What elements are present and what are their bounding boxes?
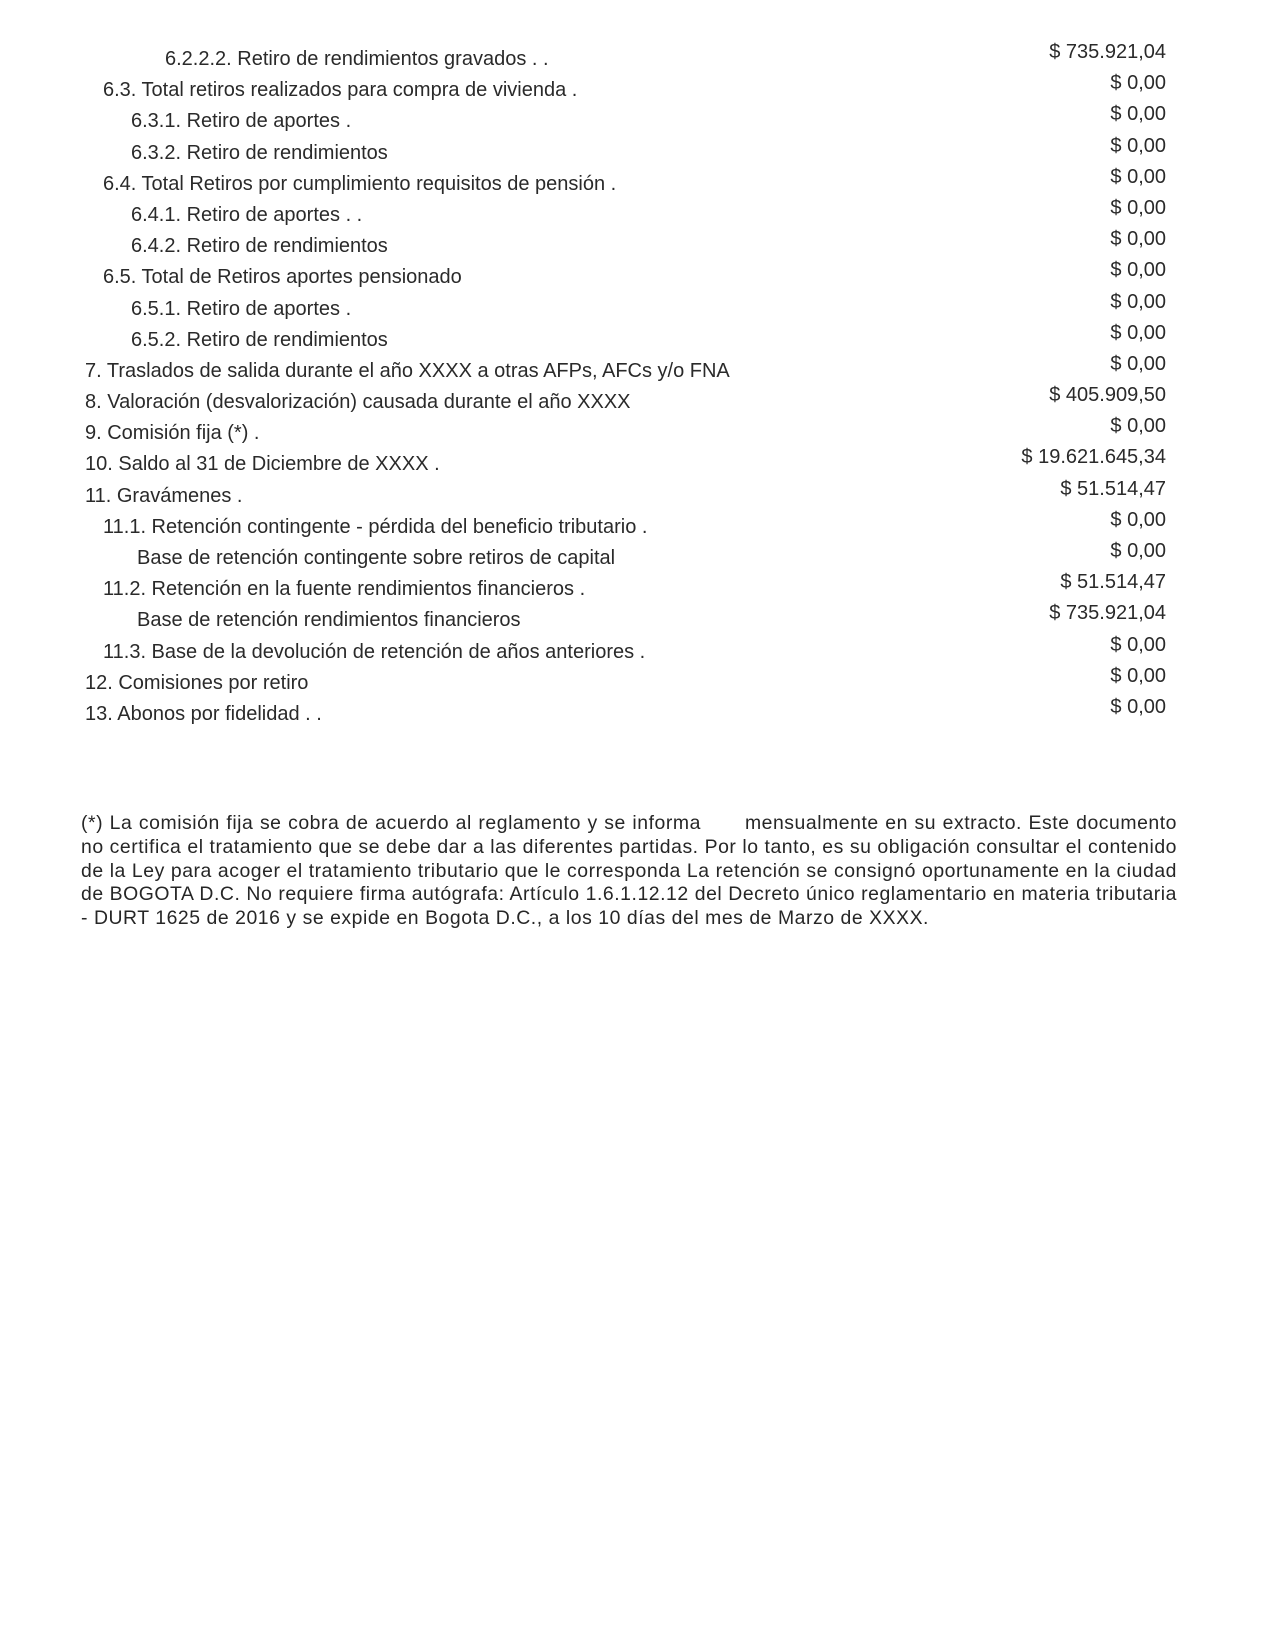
- row-value: $ 51.514,47: [1060, 477, 1166, 500]
- row-value: $ 0,00: [1110, 196, 1166, 219]
- row-value: $ 0,00: [1110, 134, 1166, 157]
- row-6-4: [0, 165, 1275, 196]
- row-value: $ 0,00: [1110, 695, 1166, 718]
- row-11-2-base: [0, 601, 1275, 632]
- row-value: $ 0,00: [1110, 321, 1166, 344]
- row-label: Base de retención rendimientos financieros: [137, 609, 521, 632]
- row-value: $ 0,00: [1110, 290, 1166, 313]
- row-label: 6.3.1. Retiro de aportes .: [131, 110, 352, 133]
- row-6-2-2-2: [0, 40, 1275, 71]
- row-11-1: [0, 508, 1275, 539]
- row-value: $ 0,00: [1110, 259, 1166, 282]
- footnote-text-start: (*) La comisión fija se cobra de acuerdo al reglamento y se informa: [81, 812, 701, 835]
- row-11-1-base: [0, 539, 1275, 570]
- row-8: [0, 383, 1275, 414]
- row-6-3-1: [0, 102, 1275, 133]
- row-6-4-2: [0, 227, 1275, 258]
- row-label: Base de retención contingente sobre retiros de capital: [137, 547, 616, 569]
- row-label: 6.2.2.2. Retiro de rendimientos gravados . .: [165, 48, 549, 70]
- row-value: $ 735.921,04: [1049, 41, 1166, 63]
- row-value: $ 405.909,50: [1049, 384, 1166, 407]
- footnote-text-rest: mensualmente en su extracto. Este documento no certifica el tratamiento que se debe dar a las diferentes partidas. Por lo tanto, es su obligación consultar el contenido de la Ley para acoger el tratamiento tributario que le corresponda La retención se consignó oportunamente en la ciudad de BOGOTA D.C. No requiere firma autógrafa: Artículo 1.6.1.12.12 del Decreto único reglamentario en materia tributaria - DURT 1625 de 2016 y se expide en Bogota D.C., a los 10 días del mes de Marzo de XXXX.: [81, 812, 1178, 929]
- row-value: $ 0,00: [1110, 415, 1166, 438]
- row-value: $ 0,00: [1110, 508, 1166, 531]
- row-value: $ 51.514,47: [1060, 571, 1166, 594]
- row-value: $ 0,00: [1110, 540, 1166, 562]
- row-label: 11.3. Base de la devolución de retención de años anteriores .: [103, 640, 646, 663]
- row-label: 12. Comisiones por retiro: [85, 671, 309, 694]
- row-value: $ 0,00: [1110, 664, 1166, 687]
- row-label: 11.1. Retención contingente - pérdida del beneficio tributario .: [103, 515, 648, 538]
- row-label: 6.4.2. Retiro de rendimientos: [131, 235, 388, 258]
- row-label: 6.4.1. Retiro de aportes . .: [131, 203, 363, 226]
- row-value: $ 0,00: [1110, 633, 1166, 656]
- row-label: 10. Saldo al 31 de Diciembre de XXXX .: [85, 453, 440, 476]
- row-6-4-1: [0, 196, 1275, 227]
- row-6-3-2: [0, 134, 1275, 165]
- row-label: 11.2. Retención en la fuente rendimientos financieros .: [103, 578, 586, 601]
- row-value: $ 0,00: [1110, 103, 1166, 126]
- footnote-paragraph: [81, 812, 1177, 930]
- row-label: 6.3. Total retiros realizados para compra de vivienda .: [103, 79, 578, 102]
- row-11: [0, 477, 1275, 508]
- row-label: 7. Traslados de salida durante el año XXXX a otras AFPs, AFCs y/o FNA: [85, 359, 730, 382]
- row-7: [0, 352, 1275, 383]
- row-label: 9. Comisión fija (*) .: [85, 422, 260, 445]
- row-value: $ 19.621.645,34: [1021, 446, 1166, 469]
- row-6-5-2: [0, 321, 1275, 352]
- row-label: 13. Abonos por fidelidad . .: [85, 702, 322, 725]
- row-11-3: [0, 633, 1275, 664]
- row-12: [0, 664, 1275, 695]
- statement-rows: [0, 40, 1275, 726]
- row-label: 6.4. Total Retiros por cumplimiento requisitos de pensión .: [103, 172, 617, 195]
- row-label: 6.3.2. Retiro de rendimientos: [131, 141, 388, 164]
- row-label: 6.5. Total de Retiros aportes pensionado: [103, 266, 462, 289]
- row-value: $ 735.921,04: [1049, 602, 1166, 625]
- row-6-3: [0, 71, 1275, 102]
- row-label: 6.5.2. Retiro de rendimientos: [131, 328, 388, 351]
- row-value: $ 0,00: [1110, 352, 1166, 375]
- row-13: [0, 695, 1275, 726]
- row-label: 11. Gravámenes .: [85, 484, 243, 507]
- row-value: $ 0,00: [1110, 72, 1166, 95]
- row-6-5-1: [0, 290, 1275, 321]
- row-11-2: [0, 570, 1275, 601]
- row-9: [0, 414, 1275, 445]
- row-label: 6.5.1. Retiro de aportes .: [131, 297, 352, 320]
- row-value: $ 0,00: [1110, 165, 1166, 188]
- row-10: [0, 445, 1275, 476]
- row-6-5: [0, 258, 1275, 289]
- row-value: $ 0,00: [1110, 228, 1166, 251]
- row-label: 8. Valoración (desvalorización) causada durante el año XXXX: [85, 391, 631, 414]
